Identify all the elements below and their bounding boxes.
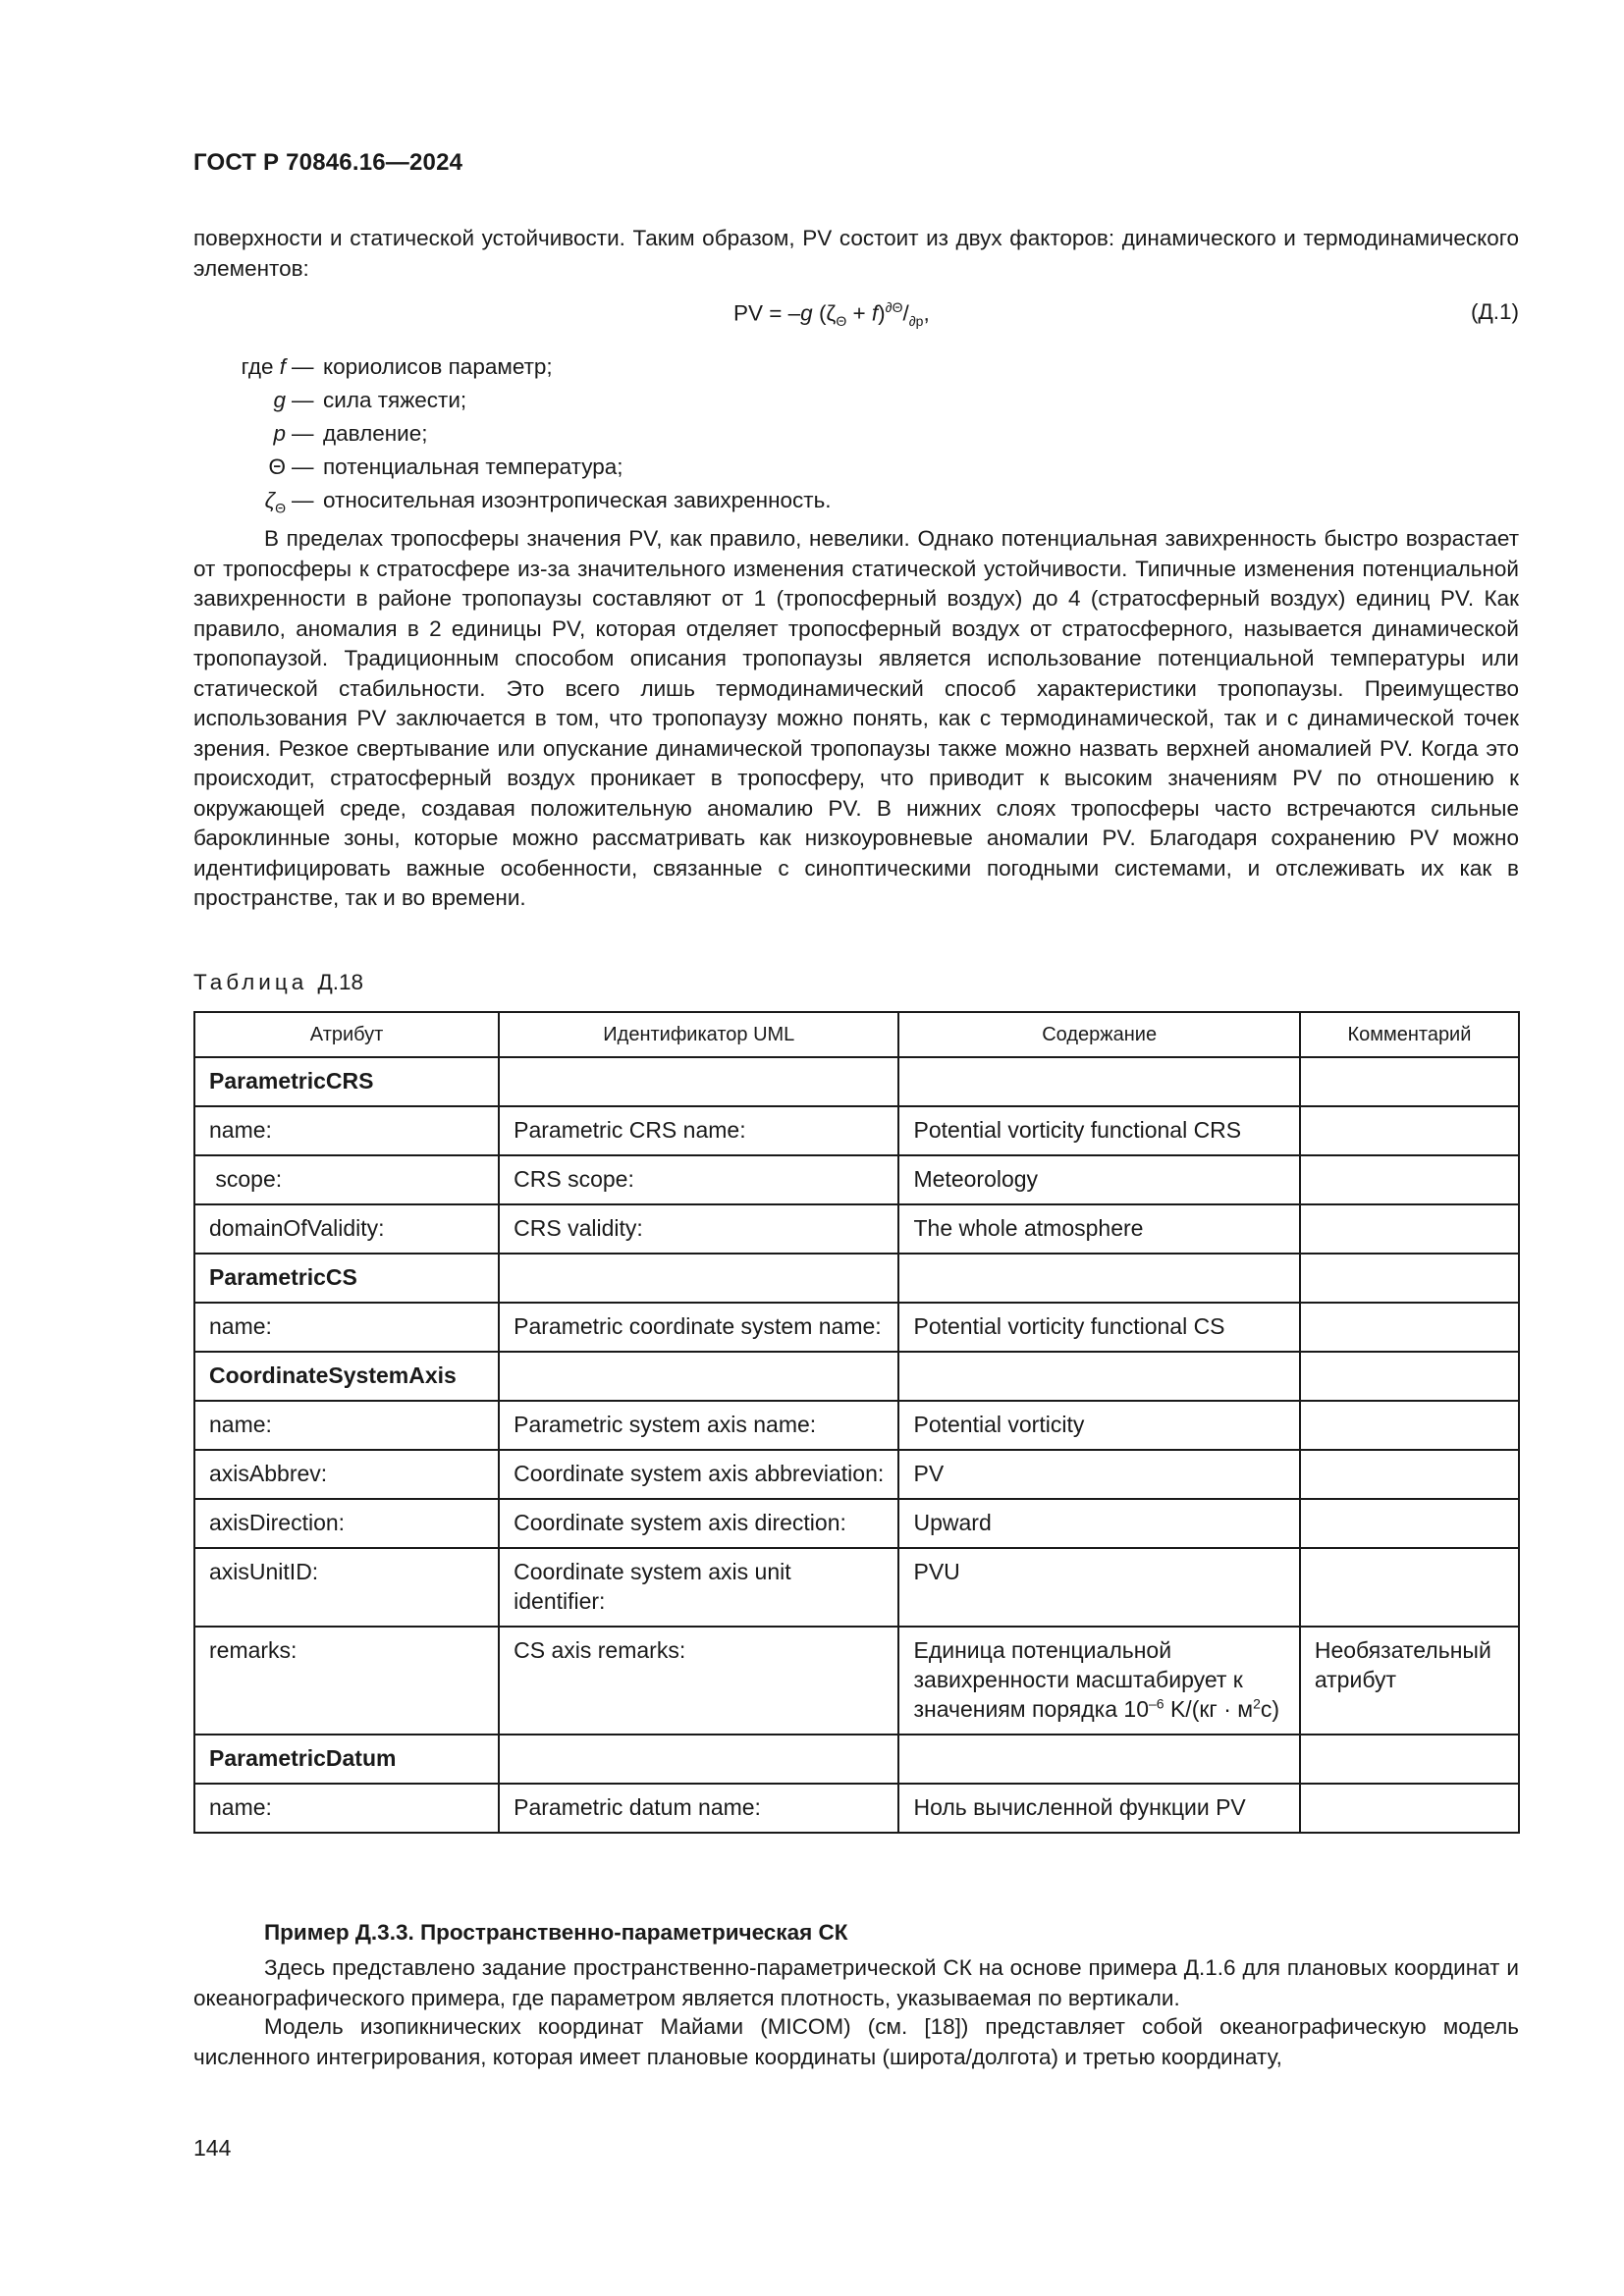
table-cell: [1300, 1155, 1519, 1204]
table-cell: [499, 1735, 898, 1784]
remarks-content-cell: Единица потенциальной завихренности масштабирует к значениям порядка $10^{-6}$ $K/(кг \cdot м^2с)$: [898, 1627, 1299, 1735]
table-cell: [1300, 1352, 1519, 1401]
table-row: [194, 1784, 1519, 1833]
table-cell: [898, 1254, 1299, 1303]
table-cell: The whole atmosphere: [898, 1204, 1299, 1254]
table-row: [194, 1352, 1519, 1401]
pv-formula: PV = –g $(\zeta_\Theta + f)^{\partial\Theta}/_{\partial p}$,: [733, 299, 930, 329]
example-title: Пример Д.3.3. Пространственно-параметрическая СК: [264, 1920, 848, 1945]
table-cell: [499, 1254, 898, 1303]
page-number: 144: [193, 2135, 232, 2161]
table-cell: [1300, 1204, 1519, 1254]
table-cell: CS axis remarks:: [499, 1627, 898, 1735]
table-cell: Необязательный атрибут: [1300, 1627, 1519, 1735]
table-cell: domainOfValidity:: [194, 1204, 499, 1254]
table-cell: [898, 1352, 1299, 1401]
table-cell: name:: [194, 1401, 499, 1450]
table-cell: ParametricCS: [194, 1254, 499, 1303]
table-cell: [499, 1057, 898, 1106]
table-row: [194, 1627, 1519, 1735]
table-caption: Таблица Д.18: [193, 970, 364, 994]
table-cell: CoordinateSystemAxis: [194, 1352, 499, 1401]
column-header: Содержание: [898, 1012, 1299, 1057]
table-cell: axisDirection:: [194, 1499, 499, 1548]
table-cell: Coordinate system axis abbreviation:: [499, 1450, 898, 1499]
table-cell: Ноль вычисленной функции PV: [898, 1784, 1299, 1833]
table-cell: CRS validity:: [499, 1204, 898, 1254]
table-row: [194, 1735, 1519, 1784]
table-row: [194, 1450, 1519, 1499]
table-cell: [1300, 1106, 1519, 1155]
table-row: [194, 1499, 1519, 1548]
table-cell: Potential vorticity: [898, 1401, 1299, 1450]
legend-row: где f — кориолисов параметр;: [241, 354, 553, 379]
example-paragraph: Модель изопикнических координат Майами (MICOM) (см. [18]) представляет собой океанографическую модель численного интегрирования, которая имеет плановые координаты (широта/долгота) и третью координату,: [193, 2014, 1519, 2069]
table-cell: Coordinate system axis direction:: [499, 1499, 898, 1548]
table-cell: name:: [194, 1106, 499, 1155]
table-cell: axisAbbrev:: [194, 1450, 499, 1499]
legend-row: Θ — потенциальная температура;: [268, 454, 623, 479]
intro-paragraph: поверхности и статической устойчивости. Таким образом, PV состоит из двух факторов: динамического и термодинамического элементов:: [193, 226, 1519, 281]
table-cell: Parametric system axis name:: [499, 1401, 898, 1450]
table-row: [194, 1254, 1519, 1303]
table-header-row: [194, 1012, 1519, 1057]
table-cell: [1300, 1450, 1519, 1499]
table-cell: [1300, 1401, 1519, 1450]
table-cell: Parametric coordinate system name:: [499, 1303, 898, 1352]
document-header: ГОСТ Р 70846.16—2024: [193, 149, 463, 176]
table-cell: [1300, 1735, 1519, 1784]
table-cell: CRS scope:: [499, 1155, 898, 1204]
attributes-table: [193, 1011, 1520, 1834]
table-cell: ParametricCRS: [194, 1057, 499, 1106]
table-cell: Parametric datum name:: [499, 1784, 898, 1833]
column-header: Идентификатор UML: [499, 1012, 898, 1057]
table-cell: [1300, 1548, 1519, 1627]
table-cell: name:: [194, 1784, 499, 1833]
column-header: Атрибут: [194, 1012, 499, 1057]
formula-row: [193, 299, 1519, 331]
table-cell: Upward: [898, 1499, 1299, 1548]
table-cell: Coordinate system axis unit identifier:: [499, 1548, 898, 1627]
table-cell: [898, 1057, 1299, 1106]
table-row: [194, 1303, 1519, 1352]
table-cell: ParametricDatum: [194, 1735, 499, 1784]
table-cell: remarks:: [194, 1627, 499, 1735]
equation-number: (Д.1): [1471, 299, 1519, 324]
example-paragraph: Здесь представлено задание пространственно-параметрической СК на основе примера Д.1.6 для плановых координат и океанографического примера, где параметром является плотность, указываемая по вертикали.: [193, 1955, 1519, 2010]
table-cell: Potential vorticity functional CS: [898, 1303, 1299, 1352]
body-paragraph: В пределах тропосферы значения PV, как правило, невелики. Однако потенциальная завихренность быстро возрастает от тропосферы к стратосфере из-за значительного изменения статической устойчивости. Типичные изменения потенциальной завихренности в районе тропопаузы составляют от 1 (тропосферный воздух) до 4 (стратосферный воздух) единиц PV. Как правило, аномалия в 2 единицы PV, которая отделяет тропосферный воздух от стратосферного, называется динамической тропопаузой. Традиционным способом описания тропопаузы является использование потенциальной температуры или статической стабильности. Это всего лишь термодинамический способ характеристики тропопаузы. Преимущество использования PV заключается в том, что тропопаузу можно понять, как с термодинамической, так и с динамической точек зрения. Резкое свертывание или опускание динамической тропопаузы также можно назвать верхней аномалией PV. Когда это происходит, стратосферный воздух проникает в тропосферу, что приводит к высоким значениям PV по отношению к окружающей среде, создавая положительную аномалию PV. В нижних слоях тропосферы часто встречаются сильные бароклинные зоны, которые можно рассматривать как низкоуровневые аномалии PV. Благодаря сохранению PV можно идентифицировать важные особенности, связанные с синоптическими погодными системами, и отслеживать их как в пространстве, так и во времени.: [193, 526, 1519, 910]
table-row: [194, 1106, 1519, 1155]
table-cell: [1300, 1499, 1519, 1548]
table-cell: [1300, 1057, 1519, 1106]
table-cell: axisUnitID:: [194, 1548, 499, 1627]
table-cell: [1300, 1303, 1519, 1352]
table-cell: name:: [194, 1303, 499, 1352]
legend-row: g — сила тяжести;: [273, 388, 467, 412]
table-cell: [1300, 1784, 1519, 1833]
column-header: Комментарий: [1300, 1012, 1519, 1057]
table-row: [194, 1204, 1519, 1254]
table-row: [194, 1401, 1519, 1450]
table-cell: [898, 1735, 1299, 1784]
table-row: [194, 1548, 1519, 1627]
variable-legend: [193, 350, 1519, 525]
table-cell: scope:: [194, 1155, 499, 1204]
table-cell: PV: [898, 1450, 1299, 1499]
legend-row: p — давление;: [273, 421, 428, 446]
table-cell: PVU: [898, 1548, 1299, 1627]
table-cell: [499, 1352, 898, 1401]
table-cell: Potential vorticity functional CRS: [898, 1106, 1299, 1155]
legend-row: $\zeta_\Theta$ — относительная изоэнтропическая завихренность.: [264, 488, 832, 516]
table-row: [194, 1057, 1519, 1106]
table-cell: Parametric CRS name:: [499, 1106, 898, 1155]
table-cell: Meteorology: [898, 1155, 1299, 1204]
table-row: [194, 1155, 1519, 1204]
table-cell: [1300, 1254, 1519, 1303]
